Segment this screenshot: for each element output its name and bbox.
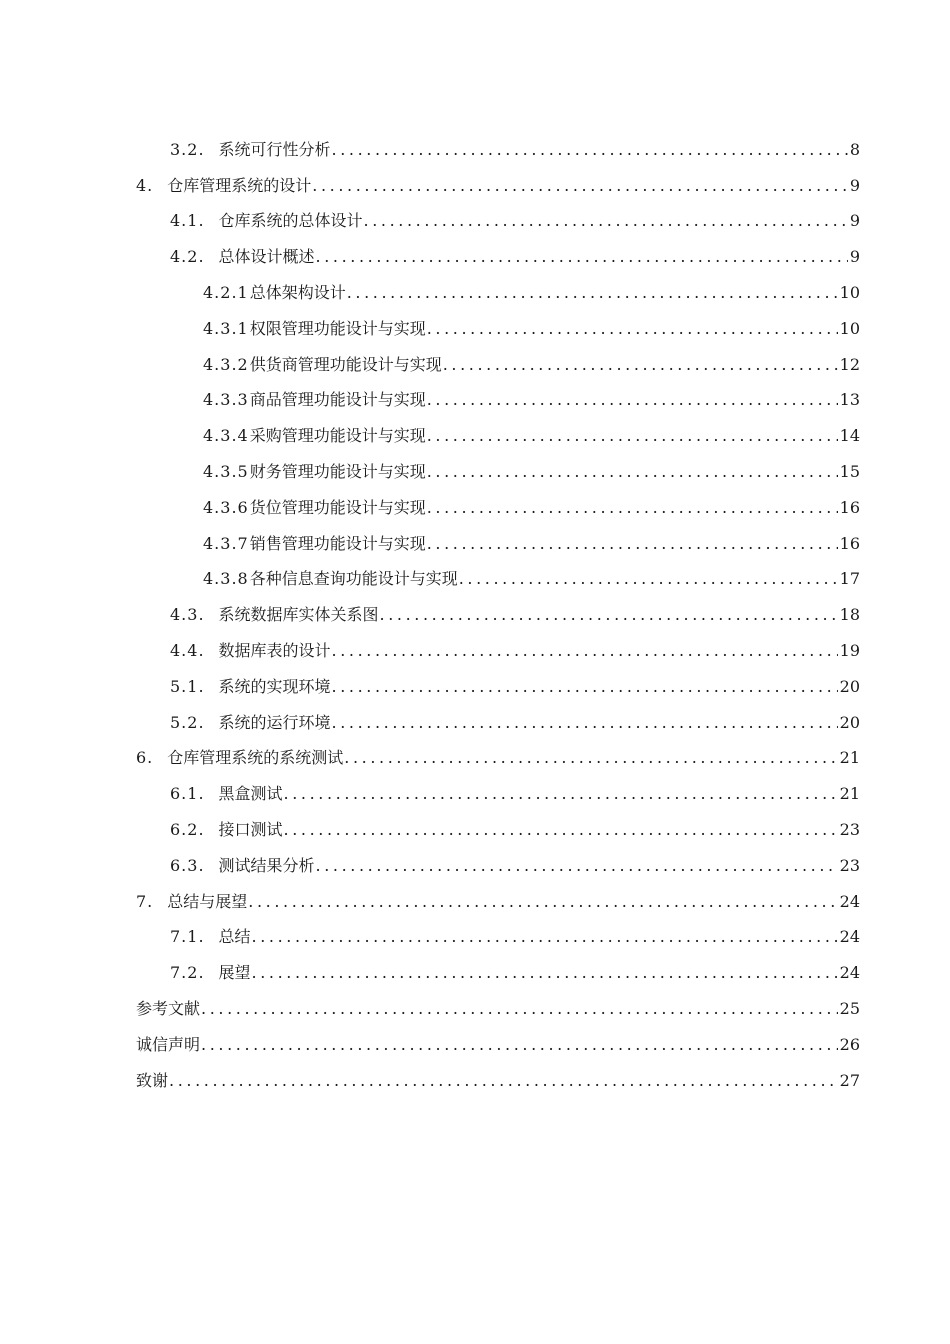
toc-entry-number: 3.2. [170,139,205,159]
toc-leader-dots [427,462,838,482]
toc-entry-title: 系统的运行环境 [218,712,331,732]
toc-leader-dots [316,247,848,267]
toc-entry [0,239,950,275]
toc-entry-number: 7.2. [170,963,205,983]
toc-entry [0,418,950,454]
toc-leader-dots [284,784,838,804]
toc-entry-number: 4.1. [170,211,205,231]
toc-entry-page: 8 [849,139,860,159]
toc-leader-dots [427,498,838,518]
toc-entry [0,884,950,920]
toc-entry-number: 4.3.2 [203,354,249,374]
toc-entry [0,275,950,311]
toc-entry-title: 销售管理功能设计与实现 [249,533,426,553]
toc-entry-number: 6.1. [170,784,205,804]
toc-entry-number: 4.3. [170,605,205,625]
toc-entry-number: 4.3.4 [203,426,249,446]
toc-entry-title: 各种信息查询功能设计与实现 [249,569,458,589]
toc-entry [0,1063,950,1099]
toc-entry-page: 17 [839,569,860,589]
toc-entry-page: 20 [839,712,860,732]
toc-entry-number: 7.1. [170,927,205,947]
toc-entry-title: 系统可行性分析 [218,139,331,159]
toc-entry-page: 21 [839,784,860,804]
toc-entry-page: 21 [839,748,860,768]
toc-leader-dots [201,1035,838,1055]
toc-entry-page: 9 [849,175,860,195]
toc-entry-number: 4.2. [170,247,205,267]
toc-entry-page: 20 [839,676,860,696]
toc-leader-dots [427,426,838,446]
toc-entry [0,669,950,705]
toc-leader-dots [169,1071,838,1091]
toc-entry-title: 财务管理功能设计与实现 [249,462,426,482]
toc-leader-dots [332,641,838,661]
toc-leader-dots [427,390,838,410]
toc-entry-number: 5.2. [170,712,205,732]
toc-entry [0,347,950,383]
toc-leader-dots [252,927,838,947]
toc-entry-title: 数据库表的设计 [218,641,331,661]
toc-leader-dots [201,999,838,1019]
toc-leader-dots [248,892,837,912]
toc-leader-dots [332,713,838,733]
toc-entry [0,132,950,168]
toc-entry-number: 7. [136,891,154,911]
toc-entry-number: 4.3.7 [203,533,249,553]
toc-entry-page: 19 [839,641,860,661]
toc-entry [0,741,950,777]
toc-leader-dots [284,820,838,840]
toc-entry-title: 参考文献 [136,999,201,1019]
toc-entry-title: 总体设计概述 [218,247,315,267]
toc-entry-page: 27 [839,1070,860,1090]
toc-leader-dots [459,569,838,589]
toc-entry-title: 展望 [218,963,251,983]
toc-leader-dots [316,856,838,876]
toc-leader-dots [364,211,848,231]
toc-entry [0,633,950,669]
toc-leader-dots [347,283,838,303]
toc-entry [0,526,950,562]
toc-entry-number: 5.1. [170,676,205,696]
toc-entry-title: 供货商管理功能设计与实现 [249,354,442,374]
toc-leader-dots [252,963,838,983]
toc-entry [0,776,950,812]
toc-entry [0,1027,950,1063]
toc-entry [0,848,950,884]
toc-entry-number: 4.3.1 [203,318,249,338]
toc-leader-dots [344,748,837,768]
toc-entry-page: 26 [839,1034,860,1054]
toc-entry-number: 4.3.6 [203,497,249,517]
toc-entry [0,383,950,419]
toc-entry-title: 总结与展望 [167,891,248,911]
toc-entry-number: 4.3.8 [203,569,249,589]
toc-leader-dots [332,140,848,160]
toc-entry [0,597,950,633]
toc-entry-page: 16 [839,497,860,517]
toc-entry-number: 4.3.3 [203,390,249,410]
toc-entry-title: 测试结果分析 [218,855,315,875]
toc-entry [0,955,950,991]
toc-entry-page: 23 [839,855,860,875]
toc-entry-page: 16 [839,533,860,553]
toc-entry [0,490,950,526]
toc-entry-page: 10 [839,283,860,303]
toc-entry-title: 采购管理功能设计与实现 [249,426,426,446]
table-of-contents [0,132,950,1099]
toc-entry [0,705,950,741]
toc-entry-page: 10 [839,318,860,338]
toc-entry-page: 9 [849,211,860,231]
toc-entry-title: 接口测试 [218,820,283,840]
toc-leader-dots [427,319,838,339]
toc-entry-title: 权限管理功能设计与实现 [249,318,426,338]
toc-entry-title: 仓库管理系统的设计 [167,175,312,195]
toc-entry-number: 6. [136,748,154,768]
toc-entry-page: 25 [839,999,860,1019]
toc-entry-page: 15 [839,462,860,482]
toc-entry-title: 总体架构设计 [249,283,346,303]
toc-entry [0,812,950,848]
toc-entry-page: 18 [839,605,860,625]
toc-entry-number: 4.4. [170,641,205,661]
toc-entry-title: 系统数据库实体关系图 [218,605,379,625]
toc-entry [0,204,950,240]
toc-leader-dots [443,355,838,375]
toc-entry-page: 24 [839,927,860,947]
toc-entry-page: 14 [839,426,860,446]
toc-entry-number: 4.3.5 [203,462,249,482]
toc-entry-page: 9 [849,247,860,267]
toc-entry-title: 仓库系统的总体设计 [218,211,363,231]
toc-entry-title: 仓库管理系统的系统测试 [167,748,344,768]
toc-entry-number: 6.2. [170,820,205,840]
toc-entry-title: 系统的实现环境 [218,676,331,696]
toc-entry-number: 6.3. [170,855,205,875]
toc-entry-title: 诚信声明 [136,1034,201,1054]
toc-leader-dots [380,605,838,625]
toc-entry [0,920,950,956]
toc-entry-page: 24 [839,963,860,983]
toc-entry-page: 12 [839,354,860,374]
toc-leader-dots [312,176,848,196]
toc-entry-number: 4.2.1 [203,283,249,303]
toc-leader-dots [332,677,838,697]
toc-entry [0,562,950,598]
toc-entry-number: 4. [136,175,154,195]
toc-entry-page: 13 [839,390,860,410]
toc-leader-dots [427,534,838,554]
toc-entry [0,991,950,1027]
toc-entry-title: 总结 [218,927,251,947]
toc-entry-title: 致谢 [136,1070,169,1090]
toc-entry [0,168,950,204]
toc-entry [0,454,950,490]
toc-entry-title: 货位管理功能设计与实现 [249,497,426,517]
toc-entry-title: 商品管理功能设计与实现 [249,390,426,410]
toc-entry-page: 24 [839,891,860,911]
toc-entry-title: 黑盒测试 [218,784,283,804]
toc-entry-page: 23 [839,820,860,840]
toc-entry [0,311,950,347]
